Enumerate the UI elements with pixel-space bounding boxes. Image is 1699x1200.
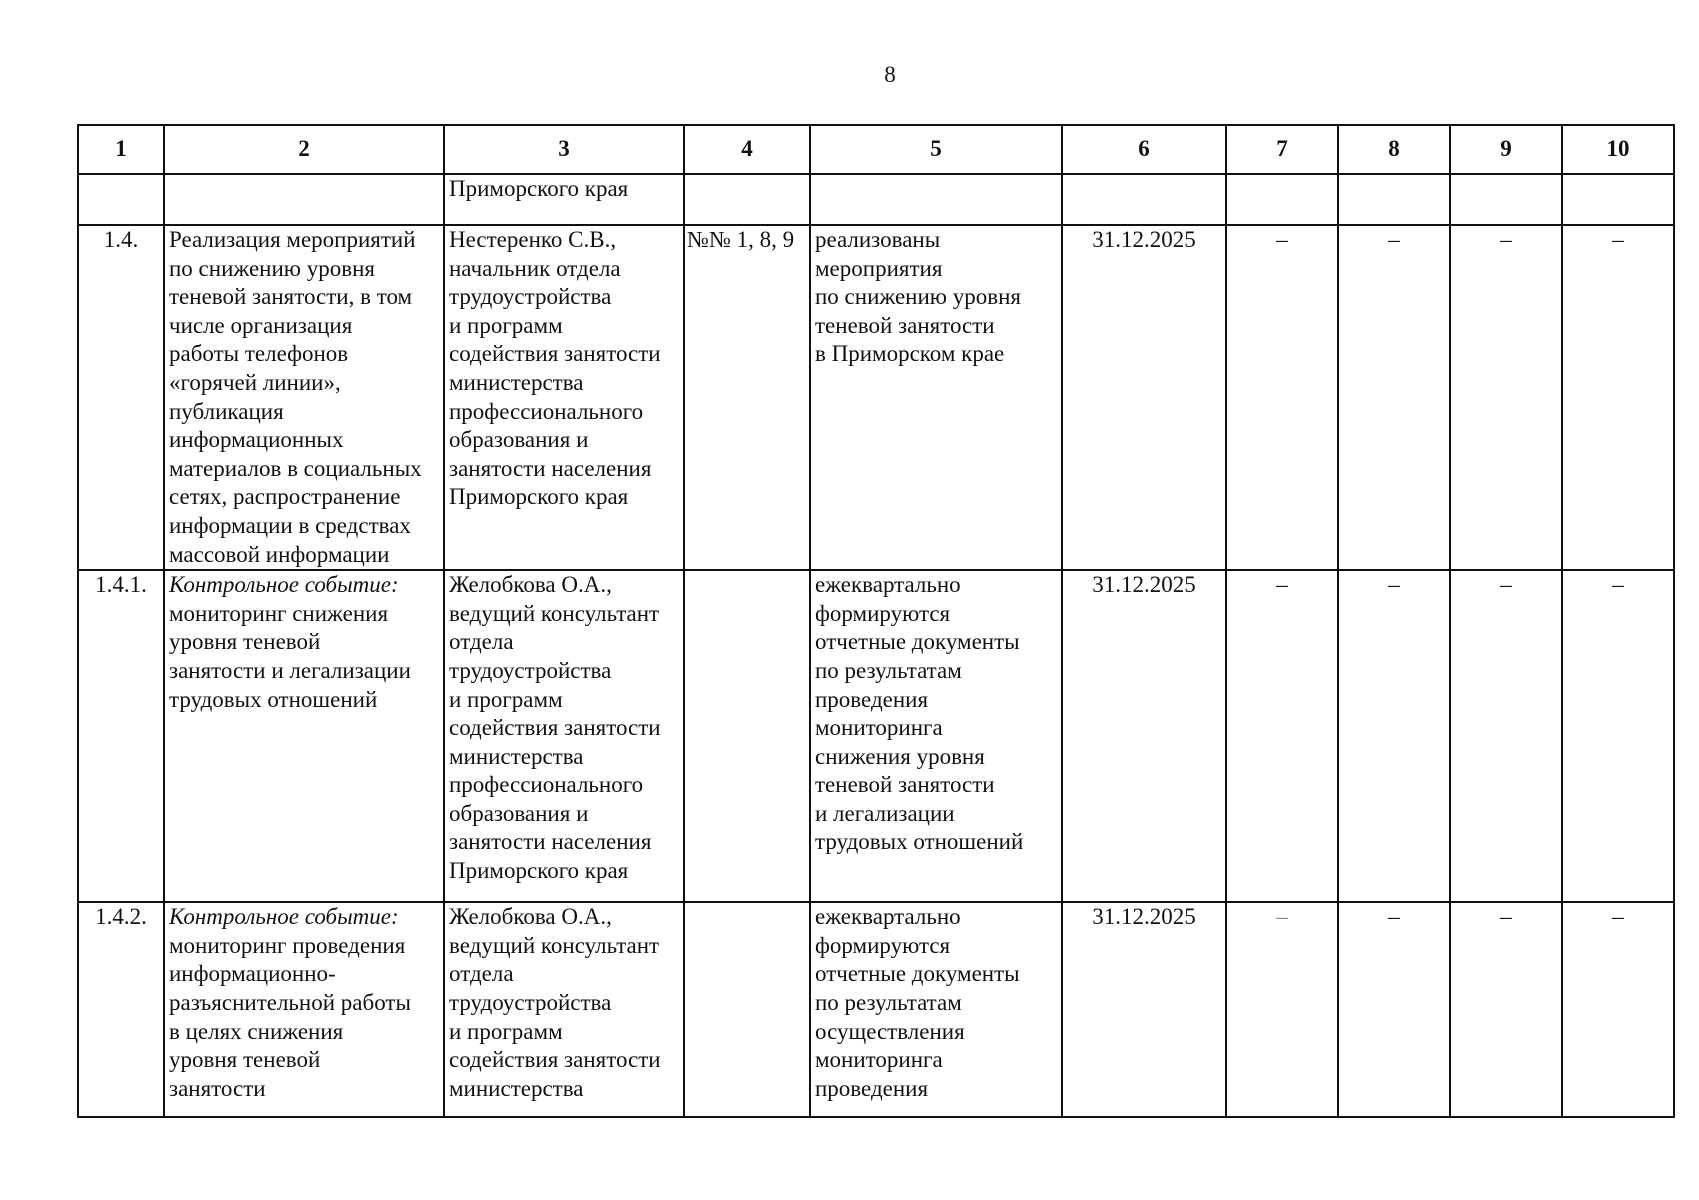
measure-name: Реализация мероприятий по снижению уровня теневой занятости, в том числе организация работы телефонов «горячей линии», публикация информационных материалов в социальных сетях, распространение информации в средствах массовой информации	[164, 225, 444, 570]
value-cell: –	[1338, 225, 1450, 570]
table-row	[78, 225, 1674, 570]
date-cell: 31.12.2025	[1062, 902, 1226, 1117]
measure-name-cell	[164, 570, 444, 902]
column-header: 10	[1562, 125, 1674, 174]
links-cell: №№ 1, 8, 9	[684, 225, 810, 570]
table-cell	[164, 174, 444, 225]
value-cell: –	[1450, 570, 1562, 902]
value-cell: –	[1562, 225, 1674, 570]
measure-name: мониторинг проведения информационно- разъяснительной работы в целях снижения уровня теневой занятости	[169, 932, 411, 1101]
table-cell	[1062, 174, 1226, 225]
responsible-cell: Приморского края	[444, 174, 684, 225]
value-cell: –	[1338, 570, 1450, 902]
value-cell: –	[1226, 902, 1338, 1117]
value-cell: –	[1450, 902, 1562, 1117]
control-event-label: Контрольное событие:	[169, 572, 399, 598]
value-cell: –	[1450, 225, 1562, 570]
table-cell	[1562, 174, 1674, 225]
item-number: 1.4.1.	[78, 570, 164, 902]
column-header: 9	[1450, 125, 1562, 174]
result-cell: ежеквартально формируются отчетные документы по результатам проведения мониторинга снижения уровня теневой занятости и легализации трудовых отношений	[810, 570, 1062, 902]
header-row	[78, 125, 1674, 174]
continuation-row	[78, 174, 1674, 225]
table-cell	[684, 174, 810, 225]
column-header: 8	[1338, 125, 1450, 174]
table-row	[78, 902, 1674, 1117]
column-header: 6	[1062, 125, 1226, 174]
value-cell: –	[1562, 570, 1674, 902]
table-cell	[1226, 174, 1338, 225]
plan-table	[77, 124, 1675, 1118]
measure-name-cell	[164, 902, 444, 1117]
result-cell: реализованы мероприятия по снижению уровня теневой занятости в Приморском крае	[810, 225, 1062, 570]
column-header: 5	[810, 125, 1062, 174]
value-cell: –	[1226, 225, 1338, 570]
date-cell: 31.12.2025	[1062, 225, 1226, 570]
table-cell	[1338, 174, 1450, 225]
page-number: 8	[884, 62, 896, 87]
responsible-cell: Желобкова О.А., ведущий консультант отдела трудоустройства и программ содействия занятости министерства	[444, 902, 684, 1117]
value-cell: –	[1562, 902, 1674, 1117]
control-event-label: Контрольное событие:	[169, 904, 399, 930]
column-header: 4	[684, 125, 810, 174]
value-cell: –	[1338, 902, 1450, 1117]
column-header: 7	[1226, 125, 1338, 174]
column-header: 2	[164, 125, 444, 174]
result-cell: ежеквартально формируются отчетные документы по результатам осуществления мониторинга проведения	[810, 902, 1062, 1117]
measure-name: мониторинг снижения уровня теневой занятости и легализации трудовых отношений	[169, 600, 411, 712]
responsible-cell: Желобкова О.А., ведущий консультант отдела трудоустройства и программ содействия занятости министерства профессионального образования и занятости населения Приморского края	[444, 570, 684, 902]
table-cell	[78, 174, 164, 225]
item-number: 1.4.	[78, 225, 164, 570]
date-cell: 31.12.2025	[1062, 570, 1226, 902]
links-cell	[684, 902, 810, 1117]
responsible-cell: Нестеренко С.В., начальник отдела трудоустройства и программ содействия занятости министерства профессионального образования и занятости населения Приморского края	[444, 225, 684, 570]
table-row	[78, 570, 1674, 902]
table-cell	[810, 174, 1062, 225]
column-header: 3	[444, 125, 684, 174]
value-cell: –	[1226, 570, 1338, 902]
item-number: 1.4.2.	[78, 902, 164, 1117]
column-header: 1	[78, 125, 164, 174]
table-cell	[1450, 174, 1562, 225]
links-cell	[684, 570, 810, 902]
